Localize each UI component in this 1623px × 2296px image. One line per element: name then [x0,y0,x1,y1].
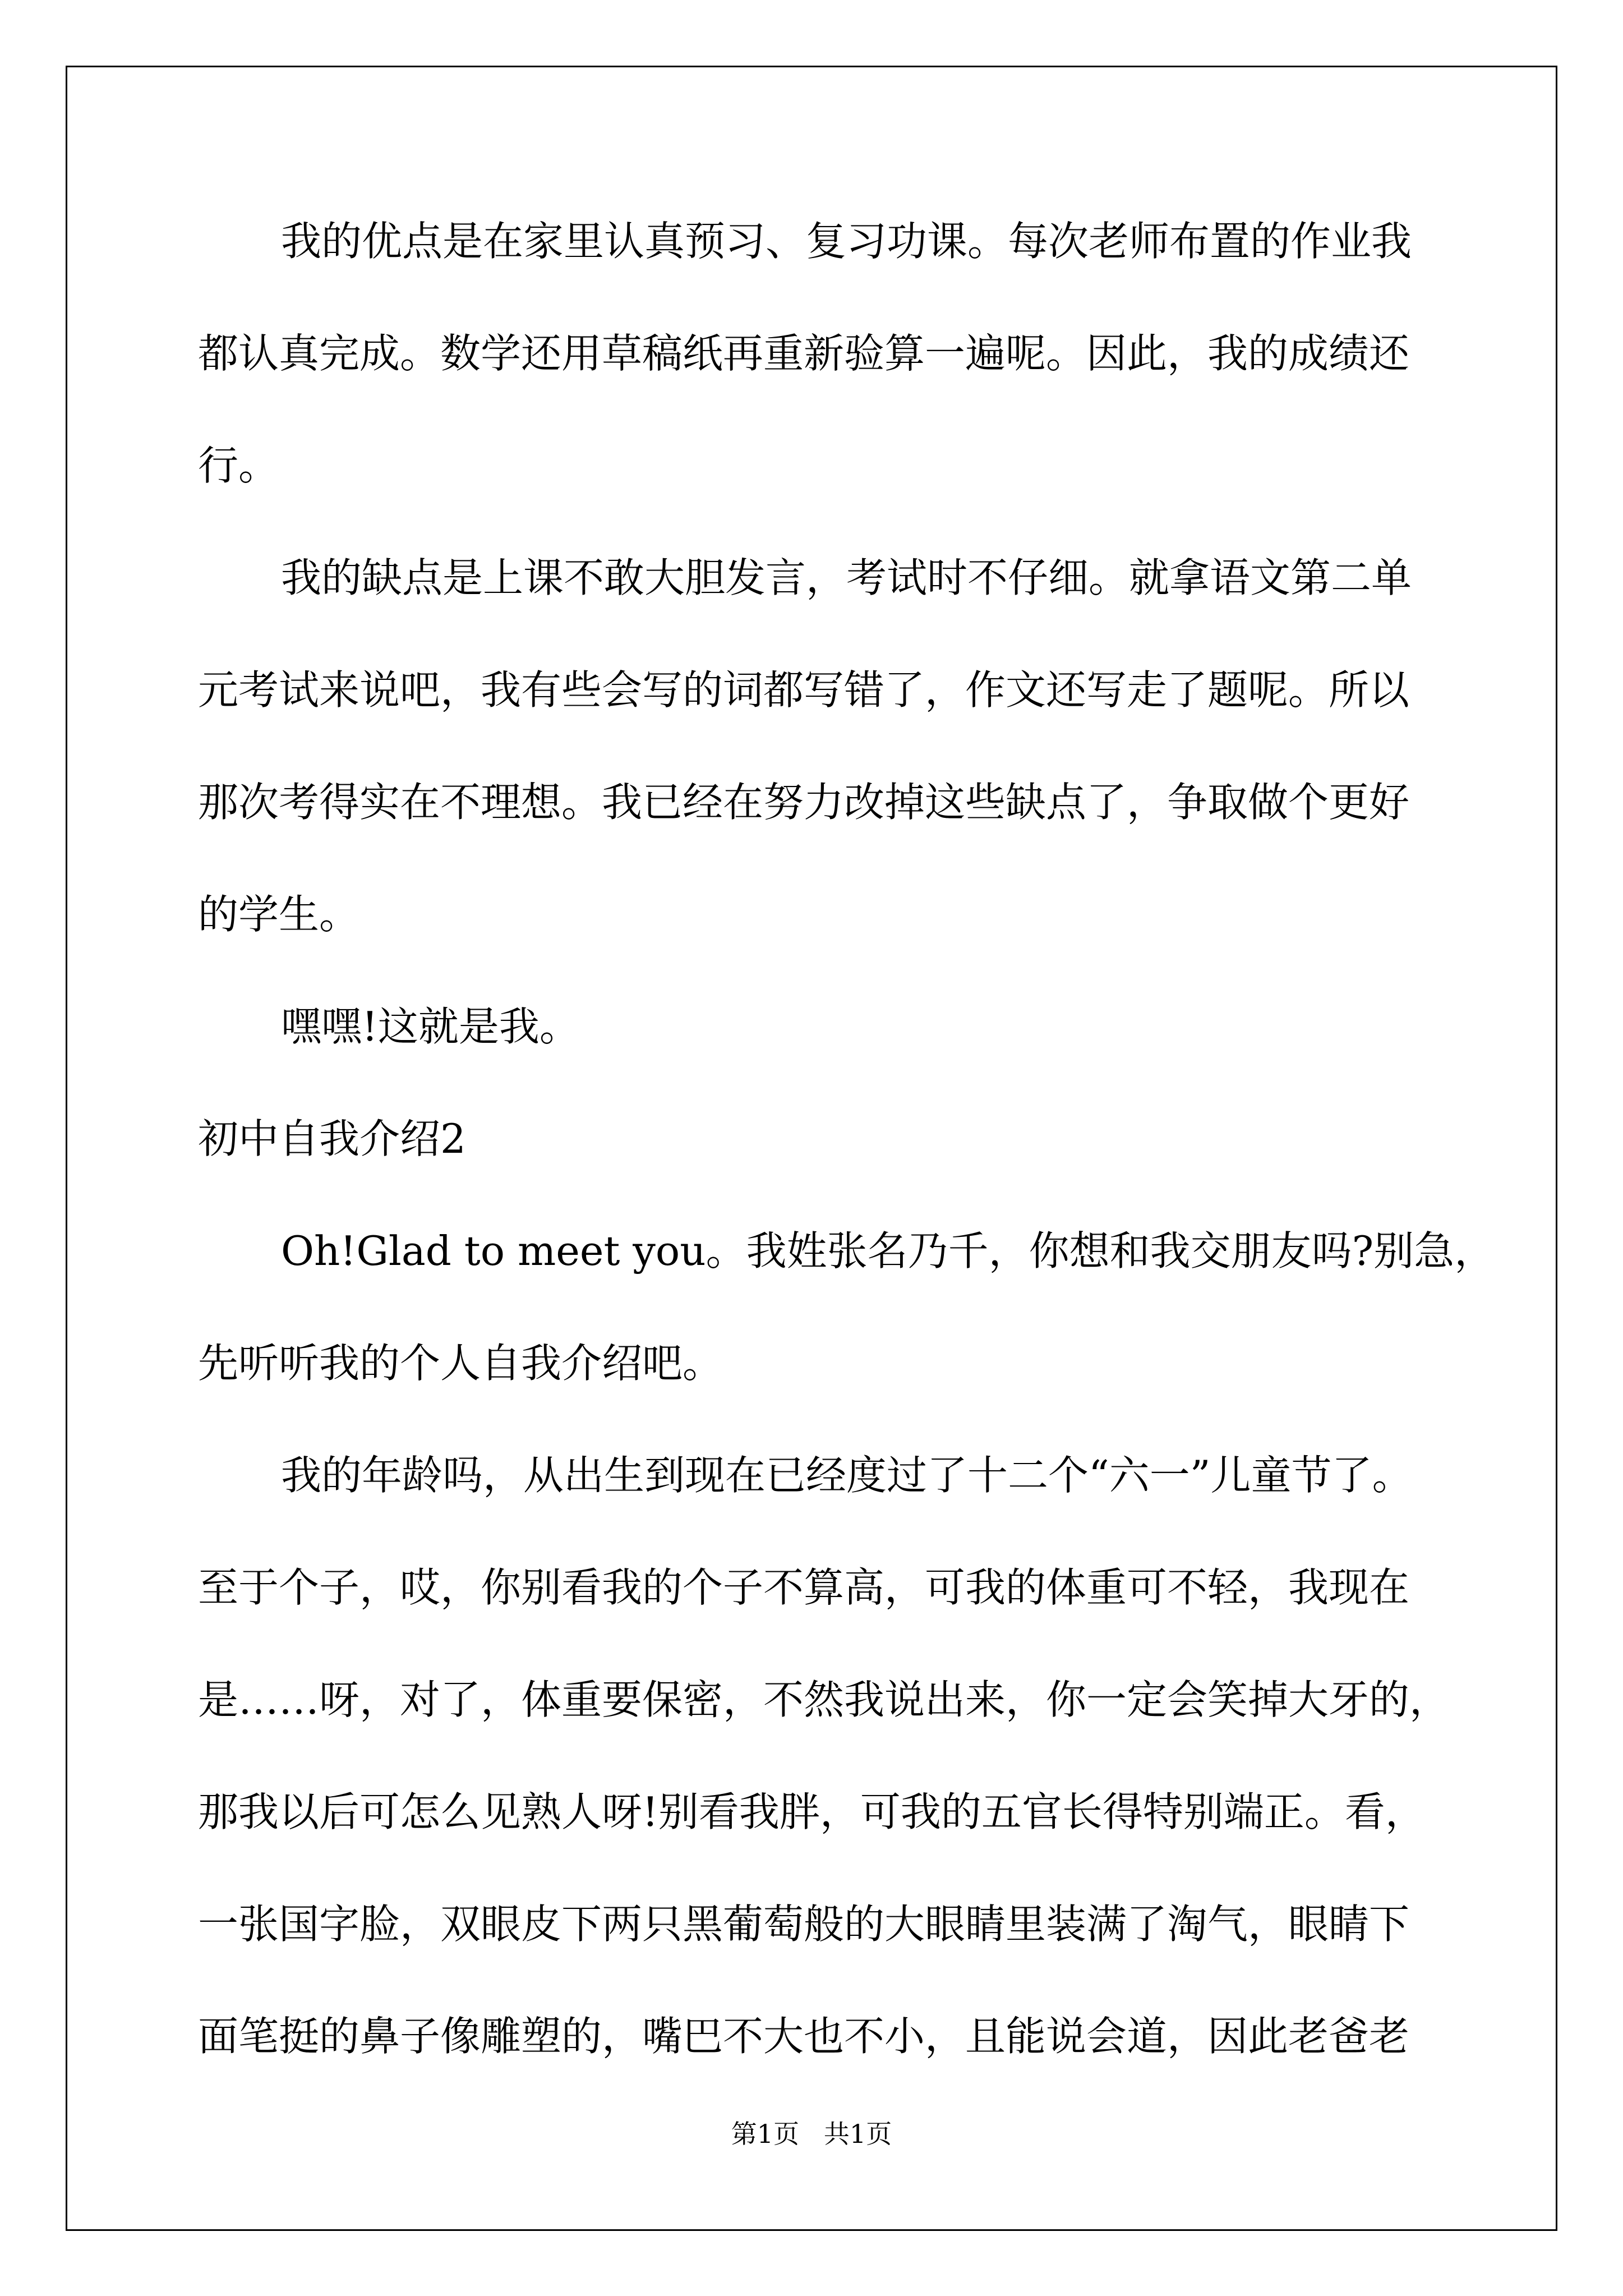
text-line: 行。 [198,442,279,489]
text-line: 至于个子，哎，你别看我的个子不算高，可我的体重可不轻，我现在 [198,1564,1410,1611]
text-line: 我的优点是在家里认真预习、复习功课。每次老师布置的作业我 [281,218,1412,265]
text-line: 是……呀，对了，体重要保密，不然我说出来，你一定会笑掉大牙的， [198,1676,1450,1723]
text-line: 都认真完成。数学还用草稿纸再重新验算一遍呢。因此，我的成绩还 [198,330,1410,377]
text-line: 的学生。 [198,891,360,938]
section-heading: 初中自我介绍2 [198,1115,466,1162]
text-line: 我的年龄吗，从出生到现在已经度过了十二个“六一”儿童节了。 [281,1452,1413,1499]
text-line: 那次考得实在不理想。我已经在努力改掉这些缺点了，争取做个更好 [198,779,1410,826]
text-line: 那我以后可怎么见熟人呀!别看我胖，可我的五官长得特别端正。看， [198,1788,1426,1835]
text-line: Oh!Glad to meet you。我姓张名乃千，你想和我交朋友吗?别急， [281,1227,1495,1274]
text-line: 元考试来说吧，我有些会写的词都写错了，作文还写走了题呢。所以 [198,666,1410,714]
page-number-footer: 第1页 共1页 [731,2119,892,2149]
text-line: 先听听我的个人自我介绍吧。 [198,1340,723,1387]
text-line: 嘿嘿!这就是我。 [281,1003,580,1050]
text-line: 一张国字脸，双眼皮下两只黑葡萄般的大眼睛里装满了淘气，眼睛下 [198,1901,1410,1948]
text-line: 面笔挺的鼻子像雕塑的，嘴巴不大也不小，且能说会道，因此老爸老 [198,2013,1410,2060]
text-line: 我的缺点是上课不敢大胆发言，考试时不仔细。就拿语文第二单 [281,554,1412,601]
